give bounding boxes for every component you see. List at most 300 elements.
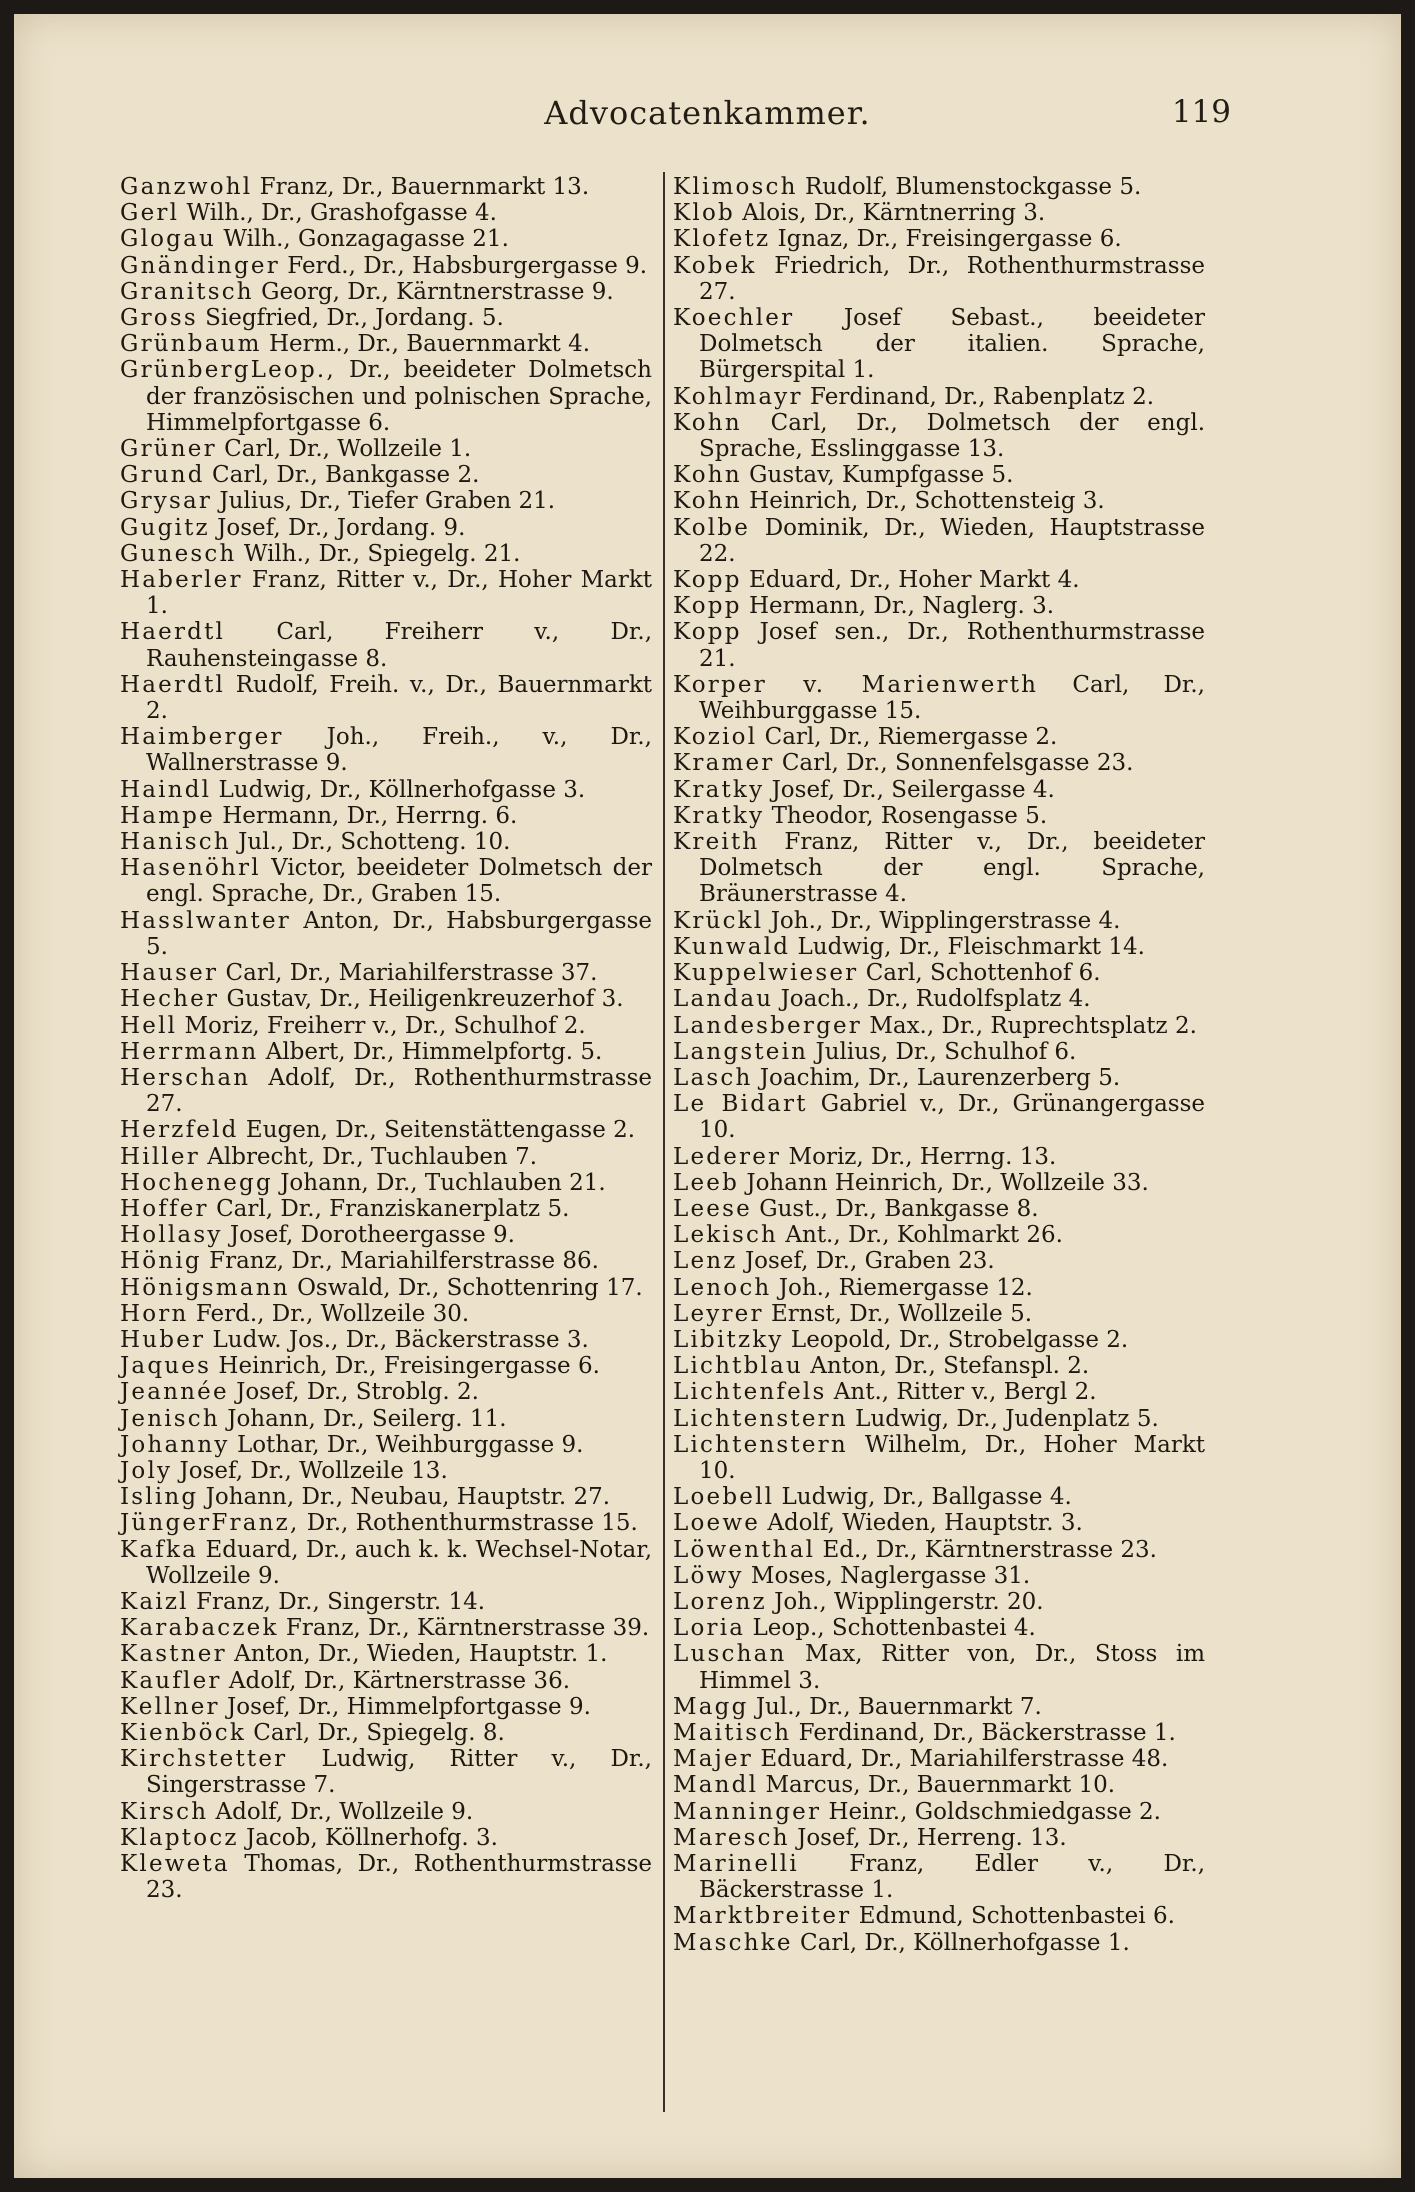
entry-details: Heinrich, Dr., Schottensteig 3. (749, 488, 1105, 515)
entry-details: Josef sen., Dr., Rothenthurmstrasse 21. (699, 619, 1205, 672)
directory-entry (673, 777, 1205, 803)
entry-surname: Landau (673, 986, 774, 1013)
entry-details: Ludwig, Ritter v., Dr., Singerstrasse 7. (146, 1746, 652, 1799)
entry-details: Adolf, Dr., Wollzeile 9. (215, 1798, 474, 1825)
directory-entry (673, 1537, 1205, 1563)
entry-surname: Kuppelwieser (673, 960, 859, 987)
entry-details: Dominik, Dr., Wieden, Hauptstrasse 22. (699, 514, 1205, 567)
entry-surname: Kirsch (120, 1798, 209, 1825)
entry-surname: Kellner (120, 1693, 220, 1720)
entry-surname: Marinelli (673, 1851, 799, 1877)
entry-surname: Gerl (120, 200, 180, 227)
directory-entry (673, 1301, 1205, 1327)
entry-surname: Huber (120, 1326, 206, 1353)
entry-details: Gustav, Kumpfgasse 5. (749, 462, 1014, 489)
directory-entry (673, 1563, 1205, 1589)
directory-entry (120, 1144, 652, 1170)
entry-surname: Maitisch (673, 1719, 792, 1746)
directory-entry (120, 1039, 652, 1065)
entry-surname: Majer (673, 1746, 753, 1773)
entry-details: Jacob, Köllnerhofg. 3. (245, 1824, 498, 1851)
entry-surname: Kopp (673, 567, 742, 594)
entry-details: Carl, Dr., Mariahilferstrasse 37. (225, 960, 598, 987)
entry-details: Franz, Dr., Bauernmarkt 13. (259, 174, 590, 200)
directory-entry (120, 1694, 652, 1720)
directory-entry (673, 384, 1205, 410)
entry-surname: Leeb (673, 1169, 740, 1196)
entry-details: Theodor, Rosengasse 5. (771, 802, 1048, 829)
directory-entry (120, 1222, 652, 1248)
entry-surname: Jaques (120, 1353, 212, 1380)
entry-surname: Kratky (673, 802, 765, 829)
entry-details: Josef, Dorotheergasse 9. (229, 1222, 515, 1249)
entry-details: Albert, Dr., Himmelpfortg. 5. (265, 1038, 603, 1065)
directory-entry (120, 1510, 652, 1536)
entry-details: Ludw. Jos., Dr., Bäckerstrasse 3. (212, 1326, 589, 1353)
directory-entry (120, 777, 652, 803)
entry-details: Eduard, Dr., Hoher Markt 4. (748, 567, 1080, 594)
directory-entry (673, 1589, 1205, 1615)
entry-details: Joachim, Dr., Laurenzerberg 5. (759, 1064, 1121, 1091)
entry-details: Carl, Dr., Sonnenfelsgasse 23. (781, 750, 1134, 777)
directory-entry (120, 1825, 652, 1851)
entry-details: Joh., Riemergasse 12. (778, 1274, 1033, 1301)
entry-details: Franz, Ritter v., Dr., beeideter Dolmetsch der engl. Sprache, Bräunerstrasse 4. (699, 829, 1206, 908)
entry-details: Hermann, Dr., Herrng. 6. (222, 802, 518, 829)
entry-surname: Lichtenstern (673, 1405, 848, 1432)
directory-entry (120, 1484, 652, 1510)
directory-entry (120, 174, 652, 200)
entry-details: Carl, Schottenhof 6. (865, 960, 1101, 987)
page (14, 14, 1401, 2178)
directory-entry (673, 1091, 1205, 1143)
entry-details: Lothar, Dr., Weihburggasse 9. (236, 1431, 584, 1458)
directory-entry (120, 1589, 652, 1615)
entry-details: Joach., Dr., Rudolfsplatz 4. (780, 986, 1091, 1013)
entry-details: Johann Heinrich, Dr., Wollzeile 33. (746, 1169, 1149, 1196)
directory-entry (673, 908, 1205, 934)
directory-entry (120, 1196, 652, 1222)
entry-surname: Ganzwohl (120, 174, 253, 200)
entry-details: Carl, Dr., Riemergasse 2. (764, 724, 1058, 751)
directory-entry (673, 1327, 1205, 1353)
entry-surname: Hochenegg (120, 1169, 273, 1196)
page-header (14, 94, 1401, 154)
directory-entry (673, 253, 1205, 305)
directory-entry (673, 1013, 1205, 1039)
entry-surname: Klaptocz (120, 1824, 239, 1851)
entry-surname: Hiller (120, 1143, 200, 1170)
directory-entry (673, 986, 1205, 1012)
entry-surname: Jenisch (120, 1405, 220, 1432)
entry-surname: Kreith (673, 829, 760, 856)
entry-surname: Haindl (120, 776, 212, 803)
entry-details: Franz, Edler v., Dr., Bäckerstrasse 1. (699, 1851, 1206, 1904)
directory-entry (120, 1353, 652, 1379)
directory-entry (673, 1196, 1205, 1222)
entry-details: Marcus, Dr., Bauernmarkt 10. (765, 1772, 1116, 1799)
entry-details: Franz, Dr., Singerstr. 14. (196, 1588, 486, 1615)
entry-details: Carl, Dr., Bankgasse 2. (212, 462, 480, 489)
directory-entry (673, 1275, 1205, 1301)
entry-surname: Luschan (673, 1641, 787, 1668)
directory-entry (120, 1720, 652, 1746)
directory-entry (120, 357, 652, 436)
entry-surname: Grünbaum (120, 331, 262, 358)
entry-surname: Horn (120, 1300, 189, 1327)
entry-details: Carl, Dr., Spiegelg. 8. (253, 1719, 505, 1746)
entry-surname: Kafka (120, 1536, 199, 1563)
entry-surname: Kienböck (120, 1719, 246, 1746)
entry-surname: Lichtenstern (673, 1431, 848, 1458)
directory-entry (673, 619, 1205, 671)
entry-details: Leop., Schottenbastei 4. (752, 1615, 1036, 1642)
entry-surname: Klimosch (673, 174, 798, 200)
entry-details: Wilh., Dr., Spiegelg. 21. (243, 540, 521, 567)
entry-details: Oswald, Dr., Schottenring 17. (297, 1274, 643, 1301)
directory-entry (120, 960, 652, 986)
directory-entry (120, 986, 652, 1012)
directory-entry (673, 1772, 1205, 1798)
entry-surname: Kleweta (120, 1851, 230, 1877)
directory-entry (673, 1825, 1205, 1851)
entry-details: Ferdinand, Dr., Bäckerstrasse 1. (798, 1719, 1176, 1746)
entry-details: Anton, Dr., Stefanspl. 2. (810, 1353, 1090, 1380)
directory-entry (120, 1746, 652, 1798)
entry-details: Josef Sebast., beeideter Dolmetsch der italien. Sprache, Bürgerspital 1. (699, 305, 1205, 384)
entry-surname: Loebell (673, 1484, 775, 1511)
directory-entry (120, 908, 652, 960)
entry-surname: Herzfeld (120, 1117, 239, 1144)
entry-surname: Loewe (673, 1510, 761, 1537)
entry-surname: JüngerFranz, (120, 1510, 300, 1537)
directory-entry (120, 803, 652, 829)
entry-surname: Kopp (673, 593, 742, 620)
directory-entry (673, 960, 1205, 986)
entry-details: Ferd., Dr., Wollzeile 30. (195, 1300, 470, 1327)
entry-surname: Lichtenfels (673, 1379, 827, 1406)
entry-details: Moses, Naglergasse 31. (750, 1562, 1031, 1589)
entry-surname: Hollasy (120, 1222, 223, 1249)
directory-entry (120, 462, 652, 488)
directory-entry (673, 174, 1205, 200)
directory-entry (673, 1170, 1205, 1196)
entry-surname: Kastner (120, 1641, 227, 1668)
directory-entry (120, 1668, 652, 1694)
entry-surname: Lenoch (673, 1274, 772, 1301)
directory-entry (120, 567, 652, 619)
directory-entry (673, 1720, 1205, 1746)
directory-entry (673, 1144, 1205, 1170)
entry-details: Joh., Wipplingerstr. 20. (774, 1588, 1044, 1615)
directory-entry (120, 1851, 652, 1903)
entry-surname: Gugitz (120, 514, 210, 541)
entry-details: Josef, Dr., Jordang. 9. (217, 514, 466, 541)
directory-entry (120, 1379, 652, 1405)
entry-surname: Klob (673, 200, 735, 227)
entry-details: Josef, Dr., Graben 23. (744, 1248, 995, 1275)
directory-entry (673, 1930, 1205, 1956)
directory-entry (673, 724, 1205, 750)
entry-surname: Koechler (673, 305, 795, 332)
entry-surname: Kunwald (673, 933, 791, 960)
entry-details: Adolf, Dr., Kärtnerstrasse 36. (228, 1667, 571, 1694)
directory-entry (120, 1275, 652, 1301)
entry-details: Eugen, Dr., Seitenstättengasse 2. (245, 1117, 636, 1144)
entry-details: Alois, Dr., Kärntnerring 3. (742, 200, 1046, 227)
directory-entry (673, 1484, 1205, 1510)
directory-entry (673, 567, 1205, 593)
directory-entry (673, 1851, 1205, 1903)
entry-details: Thomas, Dr., Rothenthurmstrasse 23. (146, 1851, 652, 1904)
entry-details: Adolf, Wieden, Hauptstr. 3. (767, 1510, 1083, 1537)
entry-surname: Lederer (673, 1143, 782, 1170)
entry-surname: Kobek (673, 252, 757, 279)
right-column (673, 174, 1205, 1956)
entry-details: Josef, Dr., Wollzeile 13. (179, 1457, 448, 1484)
entry-surname: Lenz (673, 1248, 738, 1275)
directory-entry (120, 724, 652, 776)
entry-details: Johann, Dr., Tuchlauben 21. (280, 1169, 606, 1196)
directory-entry (673, 1379, 1205, 1405)
entry-surname: Kolbe (673, 514, 751, 541)
directory-entry (120, 200, 652, 226)
entry-details: Franz, Dr., Mariahilferstrasse 86. (209, 1248, 599, 1275)
entry-details: Ludwig, Dr., Ballgasse 4. (781, 1484, 1072, 1511)
directory-entry (120, 1248, 652, 1274)
directory-entry (673, 462, 1205, 488)
entry-surname: Kramer (673, 750, 775, 777)
directory-entry (673, 1222, 1205, 1248)
entry-surname: Gross (120, 305, 198, 332)
entry-surname: Manninger (673, 1798, 822, 1825)
directory-entry (673, 1641, 1205, 1693)
directory-entry (120, 253, 652, 279)
directory-entry (673, 1694, 1205, 1720)
directory-entry (673, 1248, 1205, 1274)
entry-surname: Korper v. Marienwerth (673, 671, 1039, 698)
left-column (120, 174, 652, 1903)
entry-surname: Kaufler (120, 1667, 222, 1694)
entry-details: Carl, Dr., Franziskanerplatz 5. (216, 1195, 570, 1222)
entry-surname: Kaizl (120, 1588, 189, 1615)
entry-surname: Maschke (673, 1929, 793, 1956)
column-divider (663, 172, 665, 2112)
entry-surname: Karabaczek (120, 1615, 279, 1642)
directory-entry (673, 1065, 1205, 1091)
entry-surname: Libitzky (673, 1326, 784, 1353)
entry-details: Gust., Dr., Bankgasse 8. (759, 1195, 1039, 1222)
entry-surname: Marktbreiter (673, 1903, 852, 1930)
directory-entry (120, 279, 652, 305)
entry-surname: Grüner (120, 436, 217, 463)
directory-entry (673, 593, 1205, 619)
entry-surname: Krückl (673, 907, 764, 934)
entry-surname: Leese (673, 1195, 752, 1222)
entry-surname: Haimberger (120, 724, 284, 751)
entry-details: Leopold, Dr., Strobelgasse 2. (790, 1326, 1129, 1353)
directory-entry (120, 1641, 652, 1667)
entry-details: Wilhelm, Dr., Hoher Markt 10. (699, 1431, 1205, 1484)
directory-entry (673, 1903, 1205, 1929)
directory-entry (120, 226, 652, 252)
entry-surname: Gunesch (120, 540, 237, 567)
entry-surname: Hönigsmann (120, 1274, 290, 1301)
directory-entry (120, 1615, 652, 1641)
entry-surname: Löwenthal (673, 1536, 816, 1563)
entry-surname: Johanny (120, 1431, 230, 1458)
page-number: 119 (1171, 94, 1231, 130)
directory-entry (120, 829, 652, 855)
directory-entry (120, 436, 652, 462)
entry-details: Albrecht, Dr., Tuchlauben 7. (207, 1143, 538, 1170)
entry-surname: Hasenöhrl (120, 855, 261, 882)
directory-entry (120, 1065, 652, 1117)
directory-entry (673, 829, 1205, 908)
entry-details: Dr., beeideter Dolmetsch der französischen und polnischen Sprache, Himmelpfortgasse 6. (146, 357, 652, 436)
entry-surname: Gnändinger (120, 252, 280, 279)
entry-surname: Glogau (120, 226, 217, 253)
entry-details: Carl, Dr., Dolmetsch der engl. Sprache, Esslinggasse 13. (699, 409, 1206, 463)
entry-surname: Koziol (673, 724, 758, 751)
entry-details: Josef, Dr., Stroblg. 2. (236, 1379, 479, 1406)
directory-entry (120, 1458, 652, 1484)
directory-entry (120, 305, 652, 331)
entry-surname: Hanisch (120, 829, 231, 856)
entry-details: Ignaz, Dr., Freisingergasse 6. (777, 226, 1122, 253)
directory-entry (673, 1615, 1205, 1641)
entry-details: Franz, Dr., Kärntnerstrasse 39. (285, 1615, 650, 1642)
entry-details: Max., Dr., Ruprechtsplatz 2. (869, 1012, 1197, 1039)
directory-entry (673, 1353, 1205, 1379)
entry-details: Friedrich, Dr., Rothenthurmstrasse 27. (699, 252, 1205, 305)
directory-entry (673, 1510, 1205, 1536)
entry-surname: Joly (120, 1457, 173, 1484)
entry-details: Julius, Dr., Schulhof 6. (815, 1038, 1077, 1065)
entry-details: Wilh., Dr., Grashofgasse 4. (186, 200, 497, 227)
entry-details: Moriz, Freiherr v., Dr., Schulhof 2. (184, 1012, 586, 1039)
entry-surname: Kohn (673, 409, 742, 436)
entry-surname: Herschan (120, 1064, 251, 1091)
entry-details: Edmund, Schottenbastei 6. (858, 1903, 1175, 1930)
entry-surname: Kopp (673, 619, 742, 646)
entry-details: Josef, Dr., Seilergasse 4. (771, 776, 1055, 803)
directory-entry (673, 515, 1205, 567)
entry-surname: Haerdtl (120, 619, 226, 646)
entry-surname: Kirchstetter (120, 1746, 288, 1773)
entry-surname: Le Bidart (673, 1091, 808, 1118)
entry-details: Heinrich, Dr., Freisingergasse 6. (218, 1353, 600, 1380)
entry-surname: Landesberger (673, 1012, 862, 1039)
entry-surname: Lekisch (673, 1222, 779, 1249)
entry-details: Franz, Ritter v., Dr., Hoher Markt 1. (146, 567, 653, 620)
entry-surname: Loria (673, 1615, 746, 1642)
entry-surname: Herrmann (120, 1038, 259, 1065)
entry-details: Joh., Dr., Wipplingerstrasse 4. (770, 907, 1121, 934)
directory-entry (120, 1117, 652, 1143)
entry-details: Georg, Dr., Kärntnerstrasse 9. (261, 278, 614, 305)
directory-entry (120, 619, 652, 671)
page-title: Advocatenkammer. (544, 94, 871, 132)
entry-details: Jul., Dr., Schotteng. 10. (238, 829, 511, 856)
entry-details: Adolf, Dr., Rothenthurmstrasse 27. (146, 1064, 653, 1118)
entry-details: Carl, Dr., Wollzeile 1. (224, 436, 472, 463)
directory-entry (673, 410, 1205, 462)
entry-surname: Jeannée (120, 1379, 229, 1406)
entry-details: Jul., Dr., Bauernmarkt 7. (755, 1693, 1042, 1720)
entry-details: Carl, Freiherr v., Dr., Rauhensteingasse 8. (146, 619, 653, 672)
entry-surname: Hampe (120, 802, 215, 829)
directory-entry (673, 1432, 1205, 1484)
entry-details: Carl, Dr., Köllnerhofgasse 1. (800, 1929, 1130, 1956)
entry-surname: Lichtblau (673, 1353, 803, 1380)
entry-details: Moriz, Dr., Herrng. 13. (788, 1143, 1057, 1170)
entry-details: Johann, Dr., Neubau, Hauptstr. 27. (205, 1484, 611, 1511)
entry-surname: Hasslwanter (120, 907, 291, 934)
entry-details: Hermann, Dr., Naglerg. 3. (748, 593, 1055, 620)
entry-details: Joh., Freih., v., Dr., Wallnerstrasse 9. (146, 724, 652, 777)
entry-surname: Mandl (673, 1772, 759, 1799)
entry-details: Siegfried, Dr., Jordang. 5. (205, 305, 504, 332)
directory-entry (673, 305, 1205, 384)
entry-surname: Haerdtl (120, 671, 226, 698)
entry-details: Dr., Rothenthurmstrasse 15. (306, 1510, 638, 1537)
directory-entry (673, 672, 1205, 724)
entry-surname: Kohn (673, 462, 742, 489)
directory-entry (673, 1799, 1205, 1825)
entry-details: Ludwig, Dr., Fleischmarkt 14. (797, 933, 1145, 960)
entry-details: Herm., Dr., Bauernmarkt 4. (268, 331, 591, 358)
entry-details: Ant., Ritter v., Bergl 2. (833, 1379, 1097, 1406)
entry-details: Josef, Dr., Herreng. 13. (797, 1824, 1067, 1851)
directory-entry (120, 515, 652, 541)
entry-surname: Langstein (673, 1038, 809, 1065)
entry-surname: Kratky (673, 776, 765, 803)
entry-surname: Hönig (120, 1248, 202, 1275)
entry-surname: Kohlmayr (673, 383, 803, 410)
entry-surname: Kohn (673, 488, 742, 515)
entry-surname: Löwy (673, 1562, 744, 1589)
entry-surname: Grysar (120, 488, 213, 515)
directory-entry (120, 1537, 652, 1589)
directory-entry (120, 331, 652, 357)
directory-entry (120, 855, 652, 907)
entry-details: Ferdinand, Dr., Rabenplatz 2. (810, 383, 1155, 410)
entry-details: Johann, Dr., Seilerg. 11. (227, 1405, 507, 1432)
directory-entry (120, 672, 652, 724)
entry-details: Gustav, Dr., Heiligenkreuzerhof 3. (226, 986, 624, 1013)
entry-surname: Klofetz (673, 226, 771, 253)
entry-details: Ludwig, Dr., Judenplatz 5. (855, 1405, 1159, 1432)
directory-entry (120, 1327, 652, 1353)
entry-details: Ferd., Dr., Habsburgergasse 9. (287, 252, 648, 279)
directory-entry (673, 750, 1205, 776)
directory-entry (673, 1039, 1205, 1065)
entry-surname: Haberler (120, 567, 243, 594)
directory-entry (120, 1301, 652, 1327)
entry-surname: Leyrer (673, 1300, 764, 1327)
directory-entry (673, 488, 1205, 514)
entry-surname: Granitsch (120, 278, 254, 305)
entry-details: Carl, Dr., Weihburggasse 15. (699, 671, 1205, 725)
entry-details: Heinr., Goldschmiedgasse 2. (828, 1798, 1161, 1825)
entry-details: Wilh., Gonzagagasse 21. (223, 226, 509, 253)
entry-details: Julius, Dr., Tiefer Graben 21. (219, 488, 556, 515)
directory-entry (673, 226, 1205, 252)
entry-details: Gabriel v., Dr., Grünangergasse 10. (699, 1091, 1206, 1144)
directory-entry (673, 934, 1205, 960)
entry-surname: Hell (120, 1012, 178, 1039)
